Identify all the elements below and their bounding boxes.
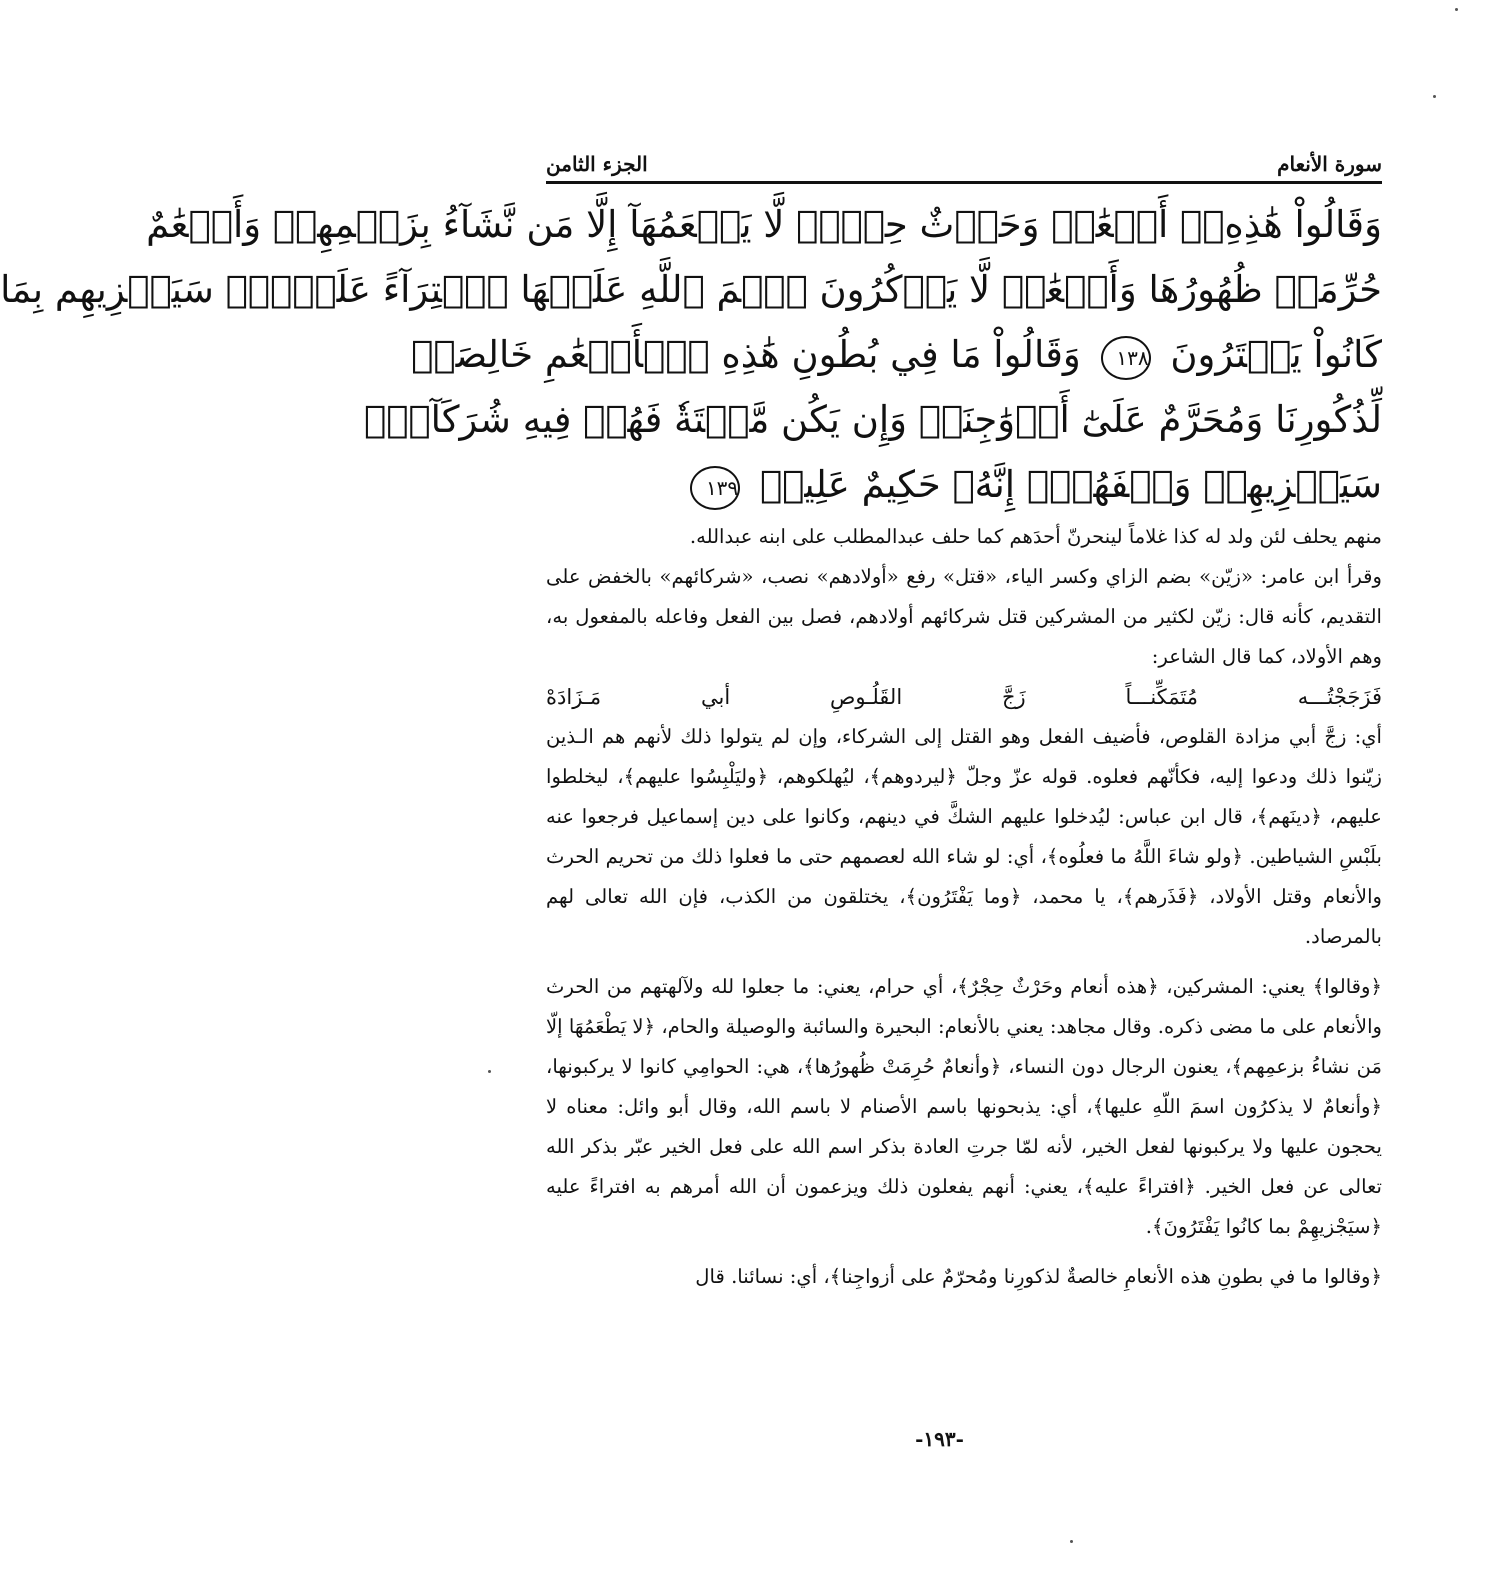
scan-speck (1433, 95, 1436, 98)
scan-speck (488, 1070, 491, 1073)
quran-line: لِّذُكُورِنَا وَمُحَرَّمٌ عَلَىٰٓ أَزۡوَٰجِنَاۖ وَإِن يَكُن مَّيۡتَةٗ فَهُمۡ فِيهِ شُرَكَآءُۚ (364, 398, 1382, 441)
poem-word: القَلُـوصِ (829, 685, 903, 709)
page-number: -١٩٣- (915, 1427, 964, 1451)
paragraph: ﴿وقالوا﴾ يعني: المشركين، ﴿هذه أنعام وحَرْثٌ حِجْرٌ﴾، أي حرام، يعني: ما جعلوا لله ولآلهتهم من الحرث والأنعام على ما مضى ذكره. وقال مجاهد: يعني بالأنعام: البحيرة والسائبة والوصيلة والحام، ﴿لا يَطْعَمُهَا إلّا مَن نشاءُ بزعمِهم﴾، يعنون الرجال دون النساء، ﴿وأنعامٌ حُرِمَتْ ظُهورُها﴾، هي: الحوامِي كانوا لا يركبونها، ﴿وأنعامٌ لا يذكرُون اسمَ اللّهِ عليها﴾، أي: يذبحونها باسم الأصنام لا باسم الله، وقال أبو وائل: معناه لا يحجون عليها ولا يركبونها لفعل الخير، لأنه لمّا جرتِ العادة بذكر اسم الله على فعل الخير عبّر بذكر الله تعالى عن فعل الخير. ﴿افتراءً عليه﴾، يعني: أنهم يفعلون ذلك ويزعمون أن الله أمرهم به افتراءً عليه ﴿سيَجْزيهِمْ بما كانُوا يَفْتَرُونَ﴾. (546, 975, 1382, 1238)
quran-line: سَيَجۡزِيهِمۡ وَصۡفَهُمۡۚ إِنَّهُۥ حَكِيمٌ عَلِيمٞ ١٣٩ (546, 452, 1382, 517)
paragraph: وقرأ ابن عامر: «زيّن» بضم الزاي وكسر الياء، «قتل» رفع «أولادهم» نصب، «شركائهم» بالخفض على التقديم، كأنه قال: زيّن لكثير من المشركين قتل شركائهم أولادهم، فصل بين الفعل وفاعله بالمفعول به، وهم الأولاد، كما قال الشاعر: (546, 565, 1382, 668)
poem-word: زَجَّ (1001, 685, 1026, 709)
poem-word: مُتَمَكِّنـــاً (1125, 685, 1198, 709)
poem-verse (546, 677, 1382, 717)
paragraph: أي: زجَّ أبي مزادة القلوص، فأضيف الفعل وهو القتل إلى الشركاء، وإن لم يتولوا ذلك لأنهم هم الـذين زيّنوا ذلك ودعوا إليه، فكأنّهم فعلوه. قوله عزّ وجلّ ﴿ليردوهم﴾، ليُهلكوهم، ﴿وليَلْبِسُوا عليهم﴾، ليخلطوا عليهم، ﴿دينَهم﴾، قال ابن عباس: ليُدخلوا عليهم الشكَّ في دينهم، وكانوا على دين إسماعيل فرجعوا عنه بلَبْسِ الشياطين. ﴿ولو شاءَ اللَّهُ ما فعلُوه﴾، أي: لو شاء الله لعصمهم حتى ما فعلوا ذلك من تحريم الحرث والأنعام وقتل الأولاد، ﴿فَذَرهم﴾، يا محمد، ﴿وما يَفْتَرُون﴾، يختلقون من الكذب، فإن الله تعالى لهم بالمرصاد. (546, 725, 1382, 948)
surah-title: سورة الأنعام (1277, 152, 1382, 176)
quran-line: حُرِّمَتۡ ظُهُورُهَا وَأَنۡعَٰمٞ لَّا يَذۡكُرُونَ ٱسۡمَ ٱللَّهِ عَلَيۡهَا ٱفۡتِرَآءً عَلَيۡهِۚ سَيَجۡزِيهِم بِمَا (0, 268, 1382, 311)
juz-title: الجزء الثامن (546, 152, 648, 176)
scan-speck (1455, 8, 1458, 11)
ayah-number-marker: ١٣٩ (690, 466, 740, 510)
paragraph: ﴿وقالوا ما في بطونِ هذه الأنعامِ خالصةٌ لذكورِنا ومُحرّمٌ على أزواجِنا﴾، أي: نسائنا. قال (695, 1265, 1382, 1288)
poem-word: فَزَجَجْتُـــه (1297, 685, 1382, 709)
header-rule (546, 181, 1382, 184)
poem-word: مَـزَادَهْ (546, 685, 602, 709)
poem-word: أبي (700, 685, 731, 709)
quran-line: وَقَالُواْ هَٰذِهِۦٓ أَنۡعَٰمٞ وَحَرۡثٌ حِجۡرٞ لَّا يَطۡعَمُهَآ إِلَّا مَن نَّشَآءُ بِزَعۡمِهِمۡ وَأَنۡعَٰمٌ (146, 203, 1382, 246)
paragraph: منهم يحلف لئن ولد له كذا غلاماً لينحرنّ أحدَهم كما حلف عبدالمطلب على ابنه عبدالله. (689, 525, 1382, 548)
commentary-body (546, 517, 1382, 1297)
quran-line: كَانُواْ يَفۡتَرُونَ ١٣٨ وَقَالُواْ مَا فِي بُطُونِ هَٰذِهِ ٱلۡأَنۡعَٰمِ خَالِصَةٞ (546, 322, 1382, 387)
scan-speck (1070, 1540, 1073, 1543)
running-header (546, 140, 1382, 176)
quran-text-block (0, 192, 1382, 517)
ayah-number-marker: ١٣٨ (1101, 336, 1151, 380)
